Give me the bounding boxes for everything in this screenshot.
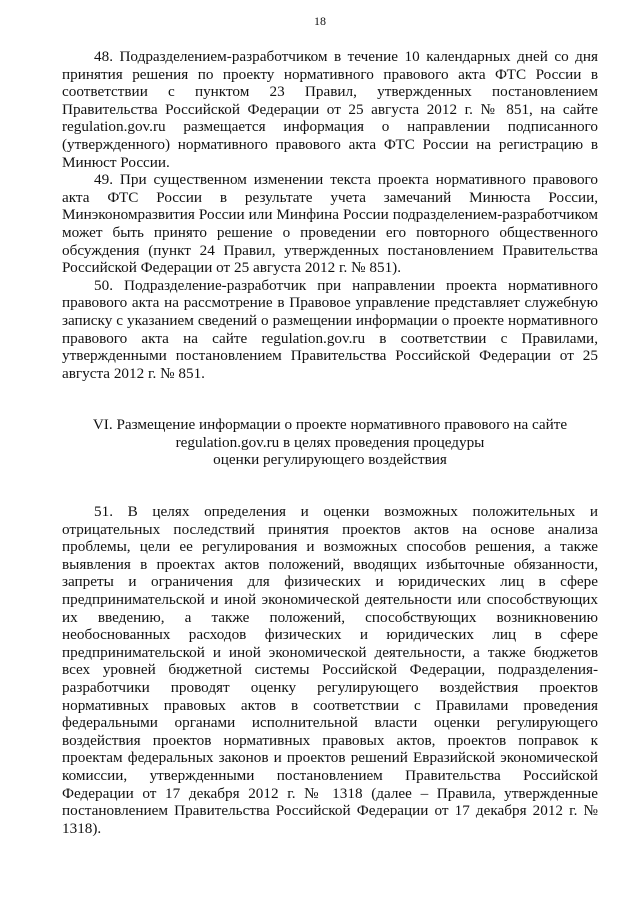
- section-heading-line: regulation.gov.ru в целях проведения процедуры: [175, 433, 485, 451]
- paragraph-50: 50. Подразделение-разработчик при направлении проекта нормативного правового акта на рассмотрение в Правовое управление представляет служебную записку с указанием сведений о размещении информации о проекте нормативного правового акта на сайте regulation.gov.ru в соответствии с Правилами, утвержденными постановлением Правительства Российской Федерации от 25 августа 2012 г. № 851.: [62, 276, 598, 382]
- paragraph-49: 49. При существенном изменении текста проекта нормативного правового акта ФТС России в результате учета замечаний Минюста России, Минэкономразвития России или Минфина России подразделением-разработчиком может быть принято решение о проведении его повторного общественного обсуждения (пункт 24 Правил, утвержденных постановлением Правительства Российской Федерации от 25 августа 2012 г. № 851).: [62, 171, 598, 277]
- paragraph-51: 51. В целях определения и оценки возможных положительных и отрицательных последствий принятия проектов актов на основе анализа проблемы, цели ее регулирования и возможных способов решения, а также выявления в проектах актов положений, вводящих избыточные обязанности, запреты и ограничения для физических и юридических лиц в сфере предпринимательской и иной экономической деятельности или способствующих их введению, а также положений, способствующих возникновению необоснованных расходов физических и юридических лиц в сфере предпринимательской и иной экономической деятельности, а также бюджетов всех уровней бюджетной системы Российской Федерации, подразделения-разработчики проводят оценку регулирующего воздействия проектов нормативных правовых актов в соответствии с Правилами проведения федеральными органами исполнительной власти оценки регулирующего воздействия проектов нормативных правовых актов, проектов поправок к проектам федеральных законов и проектов решений Евразийской экономической комиссии, утвержденными постановлением Правительства Российской Федерации от 17 декабря 2012 г. № 1318 (далее – Правила, утвержденные постановлением Правительства Российской Федерации от 17 декабря 2012 г. № 1318).: [62, 503, 598, 837]
- document-body: [62, 48, 598, 837]
- paragraph-48: 48. Подразделением-разработчиком в течение 10 календарных дней со дня принятия решения по проекту нормативного правового акта ФТС России в соответствии с пунктом 23 Правил, утвержденных постановлением Правительства Российской Федерации от 25 августа 2012 г. № 851, на сайте regulation.gov.ru размещается информация о направлении подписанного (утвержденного) нормативного правового акта ФТС России на регистрацию в Минюст России.: [62, 48, 598, 171]
- section-heading: [62, 416, 598, 469]
- section-heading-line: оценки регулирующего воздействия: [213, 451, 447, 469]
- page-number: 18: [314, 14, 326, 28]
- section-heading-line: VI. Размещение информации о проекте нормативного правового на сайте: [92, 416, 568, 434]
